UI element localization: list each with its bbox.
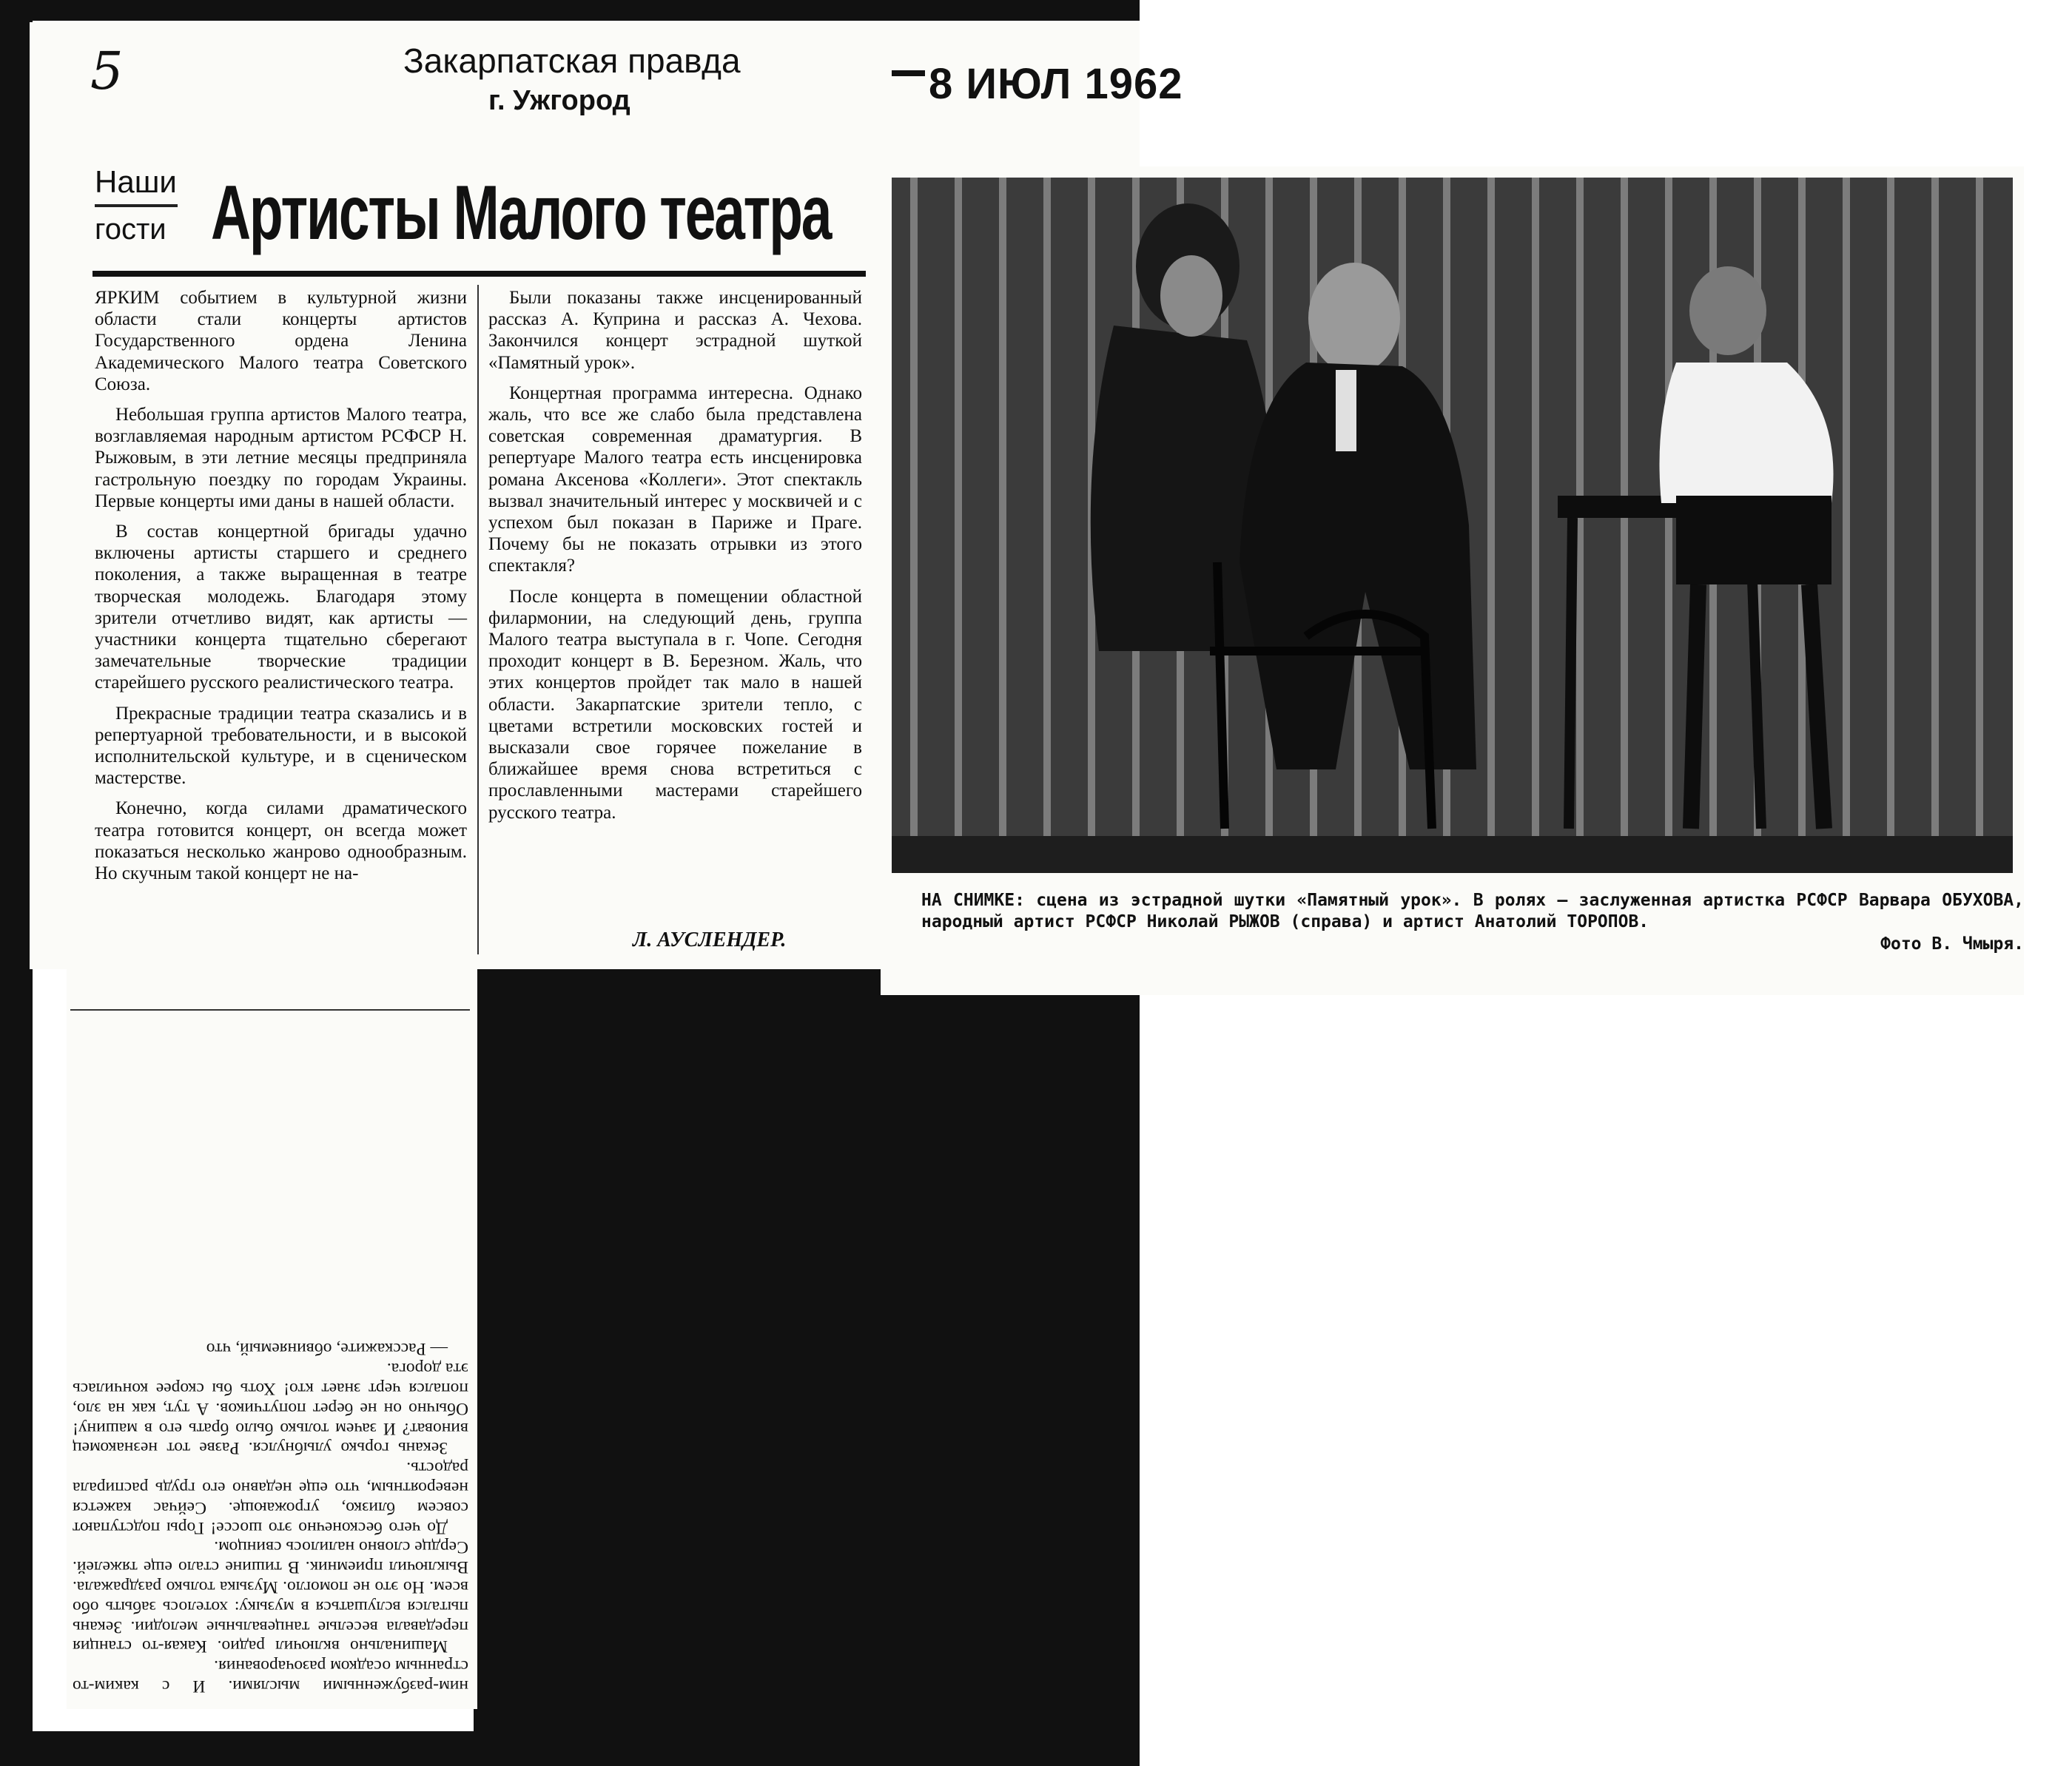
scan-shadow-top [0,0,1140,21]
reverse-side-rule [70,1009,470,1011]
reverse-side-text [73,1015,468,1696]
article-paragraph: Конечно, когда силами драматического театра готовится концерт, он всегда может показаться несколько жанрово однообразным. Но скучным такой концерт не на- [95,798,467,884]
scan-shadow-under-clipping [474,969,1140,1739]
reverse-paragraph: Зекань горько улыбнулся. Разве тот незнакомец виноват? И зачем только было брать его в машину! Обычно он не берет попутчиков. А тут, как на зло, попался черт знает кто! Хоть бы скорее кончилась эта дорога. [73,1359,468,1458]
article-paragraph: Были показаны также инсценированный рассказ А. Куприна и рассказ А. Чехова. Закончился концерт эстрадной шуткой «Памятный урок». [488,288,862,373]
reverse-paragraph: До чего бесконечно это шоссе! Горы подступают совсем близко, угрожающе. Сейчас кажется невероятным, что еще недавно его грудь распирала радость. [73,1458,468,1537]
date-stamp-dash [892,70,925,76]
article-column-2 [488,287,862,823]
article-paragraph: ЯРКИМ событием в культурной жизни области стали концерты артистов Государственного ордена Ленина Академического Малого театра Советского Союза. [95,288,467,394]
page-number: 5 [90,41,124,101]
rubric-line-2: гости [95,213,166,246]
article-paragraph: В состав концертной бригады удачно включены артисты старшего и среднего поколения, а также выращенная в театре творческая молодежь. Благодаря этому зрители отчетливо видят, как артисты — участники концерта тщательно сберегают замечательные творческие традиции старейшего русского реалистического театра. [95,522,467,693]
scan-shadow-left [0,0,33,1766]
reverse-paragraph: Машинально включил радио. Какая-то станция передавала веселые танцевальные мелодии. Зекань пытался вслушаться в музыку: хотелось забыть обо всем. Но это не помогло. Музыка только раздражала. Выключил приемник. В тишине стало еще тяжелей. Сердце словно налилось свинцом. [73,1537,468,1657]
article-author: Л. АУСЛЕНДЕР. [633,929,787,951]
photo-caption: НА СНИМКЕ: сцена из эстрадной шутки «Памятный урок». В ролях — заслуженная артистка РСФСР Варвара ОБУХОВА, народный артист РСФСР Николай РЫЖОВ (справа) и артист Анатолий ТОРОПОВ. [921,891,2024,931]
newspaper-name: Закарпатская правда [403,41,741,80]
article-title: Артисты Малого театра [211,170,831,256]
stage-photo [892,178,2013,873]
column-divider [477,285,479,954]
rubric-line-1: Наши [95,164,177,199]
article-paragraph: Прекрасные традиции театра сказались и в репертуарной требовательности, и в высокой исполнительской культуре, и в сценическом мастерстве. [95,703,467,789]
photo-credit: Фото В. Чмыря. [1880,934,2024,954]
article-column-1 [95,287,467,884]
title-rule [92,271,866,277]
article-paragraph: Концертная программа интересна. Однако жаль, что все же слабо была представлена советская современная драматургия. В репертуаре Малого театра есть инсценировка романа Аксенова «Коллеги». Этот спектакль вызвал значительный интерес у москвичей и с успехом был показан в Париже и Праге. Почему бы не показать отрывки из этого спектакля? [488,382,862,576]
city-name: г. Ужгород [488,85,630,116]
reverse-paragraph: ним-разбуженными мыслями. И с каким-то странным осадком разочарования. [73,1657,468,1696]
date-stamp: 8 ИЮЛ 1962 [929,60,1183,108]
article-paragraph: Небольшая группа артистов Малого театра, возглавляемая народным артистом РСФСР Н. Рыжовым, в эти летние месяцы предприняла гастрольную поездку по городам Украины. Первые концерты ими даны в нашей области. [95,405,467,511]
article-paragraph: После концерта в помещении областной филармонии, на следующий день, группа Малого театра выступала в г. Чопе. Сегодня проходит концерт в В. Березном. Жаль, что этих концертов пройдет так мало в нашей области. Закарпатские зрители тепло, с цветами встретили московских гостей и высказали свое горячее пожелание в ближайшее время снова встретиться с прославленными мастерами старейшего русского театра. [488,586,862,823]
rubric-divider [95,204,178,207]
reverse-paragraph: — Расскажите, обвиняемый, что [206,1339,448,1359]
